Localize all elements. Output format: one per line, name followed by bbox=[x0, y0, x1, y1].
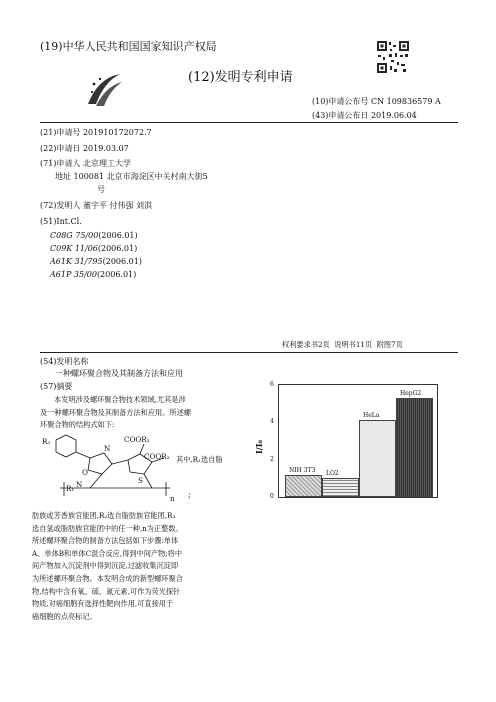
ester-label: COOR₂ bbox=[124, 435, 150, 444]
doc-type: (12)发明专利申请 bbox=[188, 70, 293, 85]
application-date: (22)申请日 2019.03.07 bbox=[40, 144, 129, 153]
r1-label: R₁ bbox=[66, 484, 75, 493]
qr-code bbox=[376, 40, 410, 74]
cl-year: (2006.01) bbox=[96, 270, 137, 279]
cl-year: (2006.01) bbox=[97, 244, 138, 253]
stats-rule bbox=[40, 352, 458, 353]
abstract-line: 及一种螺环聚合物及其制备方法和应用。所述螺 bbox=[40, 407, 191, 417]
cl-code: A61K 31/795 bbox=[50, 257, 103, 266]
abstract-line: 本发明涉及螺环聚合物技术领域,尤其是涉 bbox=[54, 395, 186, 404]
semicolon: ; bbox=[188, 490, 191, 499]
chemical-structure bbox=[40, 432, 276, 504]
chart-figure bbox=[254, 380, 444, 510]
bar-label: NIH 3T3 bbox=[289, 466, 316, 474]
n-atom: N bbox=[104, 444, 111, 453]
abstract-line: 为所述螺环聚合物。本发明合成的新型螺环聚合 bbox=[32, 573, 183, 583]
s-atom: S bbox=[138, 476, 143, 485]
address-line-2: 号 bbox=[97, 185, 105, 194]
plot-area bbox=[278, 384, 438, 498]
n-atom: N bbox=[76, 480, 83, 489]
bar-lo2 bbox=[322, 478, 359, 497]
emblem-logo bbox=[84, 70, 124, 110]
y-tick: 4 bbox=[270, 418, 274, 426]
page-stats: 权利要求书2页 说明书11页 附图7页 bbox=[282, 340, 403, 349]
invention-title: 一种螺环聚合物及其制备方法和应用 bbox=[55, 369, 183, 378]
publication-date: (43)申请公布日 2019.06.04 bbox=[312, 111, 417, 120]
cl-code: A61P 35/00 bbox=[50, 270, 97, 279]
cl-code-row bbox=[50, 244, 137, 253]
y-tick: 2 bbox=[270, 455, 274, 463]
bar-hepg2 bbox=[396, 398, 433, 497]
inventors: (72)发明人 董宇平 付伟强 刘淇 bbox=[40, 201, 153, 210]
abstract-line: 环聚合物的结构式如下: bbox=[40, 420, 115, 429]
y-tick: 6 bbox=[270, 381, 274, 388]
cl-code: C09K 11/06 bbox=[50, 244, 98, 253]
y-tick: 0 bbox=[270, 493, 274, 500]
abstract-line: 物质,对癌细胞有选择性靶向作用,可直接用于 bbox=[32, 599, 174, 609]
office-title: (19)中华人民共和国国家知识产权局 bbox=[40, 40, 217, 53]
repeat-n: n bbox=[170, 494, 175, 503]
structure-bonds bbox=[40, 432, 276, 504]
abstract-label: (57)摘要 bbox=[40, 382, 73, 391]
cl-code-row bbox=[50, 270, 136, 279]
cl-year: (2006.01) bbox=[98, 231, 138, 240]
bar-nih3t3 bbox=[285, 475, 322, 497]
abstract-line: 肪族或芳香族官能团,R₂选自脂肪族官能团,R₃ bbox=[32, 511, 176, 520]
abstract-line: A、单体B和单体C混合反应,得到中间产物;将中 bbox=[32, 548, 183, 558]
structure-inline-text: 其中,R₁选自脂 bbox=[176, 455, 223, 464]
header-rule bbox=[40, 122, 458, 123]
cl-code-row bbox=[50, 231, 138, 240]
abstract-continued bbox=[32, 510, 276, 623]
bar-label: LO2 bbox=[326, 470, 339, 478]
abstract-line: 癌细胞的点亮标记。 bbox=[32, 611, 97, 621]
cl-year: (2006.01) bbox=[102, 257, 142, 266]
abstract-text bbox=[40, 394, 272, 432]
bar-label: HepG2 bbox=[400, 390, 422, 398]
abstract-line: 所述螺环聚合物的制备方法包括如下步骤:单体 bbox=[32, 536, 179, 546]
bar-hela bbox=[359, 420, 396, 497]
o-atom: O bbox=[82, 468, 88, 477]
applicant: (71)申请人 北京理工大学 bbox=[40, 159, 131, 168]
bar-label: HeLa bbox=[363, 412, 380, 420]
abstract-line: 间产物加入沉淀剂中得到沉淀,过滤收集沉淀即 bbox=[32, 561, 179, 571]
int-cl-label: (51)Int.Cl. bbox=[40, 217, 82, 226]
address-line-1: 地址 100081 北京市海淀区中关村南大街5 bbox=[55, 172, 208, 181]
abstract-line: 选自氢或脂肪族官能团中的任一种,n为正整数。 bbox=[32, 523, 183, 533]
abstract-line: 物,结构中含有氧、硫、氮元素,可作为荧光探针 bbox=[32, 586, 181, 596]
cl-code: C08G 75/00 bbox=[50, 231, 99, 240]
r3-label: R₃ bbox=[42, 437, 51, 446]
publication-number: (10)申请公布号 CN 109836579 A bbox=[312, 97, 441, 106]
y-axis-label: I/I₀ bbox=[253, 440, 264, 454]
title-label: (54)发明名称 bbox=[40, 357, 89, 366]
ester-label: COOR₂ bbox=[144, 452, 170, 461]
cl-code-row bbox=[50, 257, 142, 266]
application-number: (21)申请号 201910172072.7 bbox=[40, 128, 152, 137]
